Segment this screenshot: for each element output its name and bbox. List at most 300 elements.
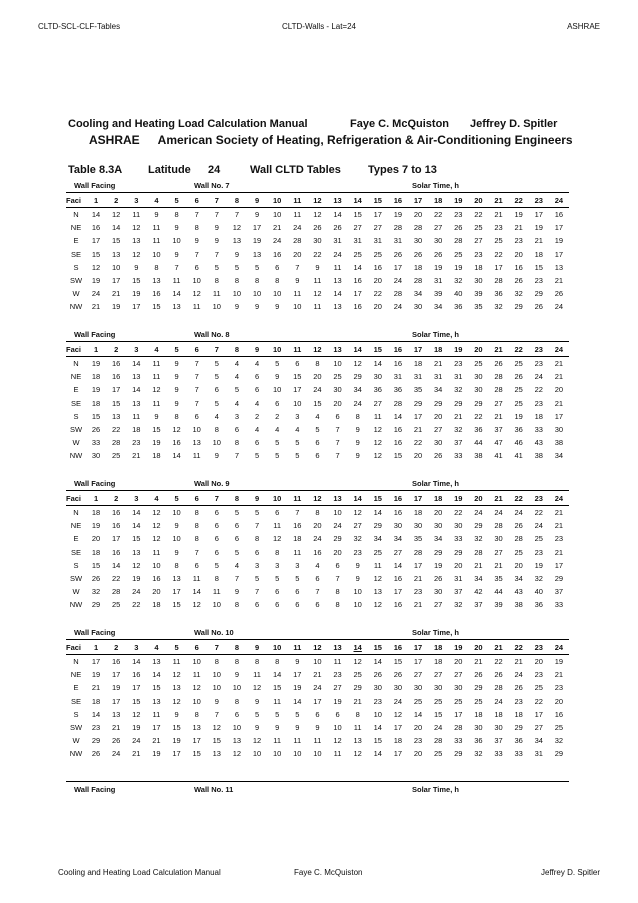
cltd-value: 16 (393, 438, 403, 448)
cltd-value: 28 (413, 223, 423, 233)
facing-direction: E (73, 534, 79, 544)
hour-header: 24 (554, 344, 564, 354)
facing-column-header: Faci (66, 493, 82, 503)
cltd-value: 33 (91, 438, 101, 448)
cltd-value: 28 (293, 236, 302, 246)
cltd-value: 7 (335, 451, 340, 461)
cltd-value: 19 (152, 749, 161, 759)
cltd-value: 30 (413, 236, 423, 246)
hour-header: 9 (254, 344, 260, 354)
cltd-value: 10 (212, 600, 221, 610)
cltd-value: 19 (112, 683, 121, 693)
cltd-value: 30 (413, 302, 423, 312)
cltd-value: 11 (333, 657, 342, 667)
cltd-value: 17 (313, 696, 322, 706)
hour-header: 18 (434, 344, 443, 354)
cltd-value: 9 (194, 236, 199, 246)
cltd-value: 17 (494, 262, 503, 272)
cltd-value: 26 (434, 574, 443, 584)
cltd-value: 10 (353, 600, 362, 610)
cltd-value: 11 (273, 521, 282, 531)
cltd-value: 9 (174, 398, 179, 408)
table-row (66, 721, 569, 734)
table-row (66, 708, 569, 721)
cltd-value: 34 (373, 534, 382, 544)
cltd-value: 29 (554, 574, 564, 584)
cltd-value: 5 (254, 451, 260, 461)
cltd-value: 12 (212, 723, 221, 733)
cltd-value: 25 (474, 359, 483, 369)
hour-header: 3 (134, 344, 139, 354)
hour-header: 24 (554, 642, 564, 652)
cltd-value: 7 (295, 262, 300, 272)
cltd-value: 30 (393, 521, 403, 531)
hour-header-row (66, 490, 569, 506)
cltd-value: 6 (214, 521, 219, 531)
cltd-value: 13 (112, 249, 121, 259)
cltd-value: 9 (174, 521, 179, 531)
cltd-value: 12 (252, 736, 262, 746)
hour-header: 14 (353, 344, 362, 354)
cltd-value: 18 (413, 359, 423, 369)
cltd-value: 10 (172, 534, 181, 544)
cltd-value: 21 (413, 574, 423, 584)
cltd-value: 19 (91, 670, 101, 680)
cltd-value: 24 (313, 534, 322, 544)
cltd-value: 9 (295, 276, 300, 286)
table-row (66, 519, 569, 532)
cltd-value: 18 (474, 262, 483, 272)
cltd-value: 17 (413, 657, 423, 667)
hour-header: 15 (373, 493, 382, 503)
cltd-value: 13 (252, 249, 262, 259)
cltd-value: 7 (194, 372, 199, 382)
hour-header: 16 (393, 493, 403, 503)
cltd-value: 6 (234, 709, 240, 719)
cltd-value: 8 (194, 223, 199, 233)
cltd-value: 31 (454, 372, 463, 382)
cltd-value: 38 (514, 600, 523, 610)
cltd-value: 29 (474, 398, 483, 408)
cltd-value: 20 (152, 587, 161, 597)
cltd-value: 12 (152, 534, 161, 544)
cltd-value: 6 (335, 411, 340, 421)
cltd-value: 10 (192, 425, 201, 435)
cltd-value: 34 (474, 574, 483, 584)
facing-direction: N (73, 359, 79, 369)
cltd-value: 10 (273, 289, 282, 299)
cltd-value: 16 (112, 521, 121, 531)
cltd-value: 15 (313, 398, 322, 408)
hour-header: 16 (393, 642, 403, 652)
cltd-value: 13 (112, 411, 121, 421)
cltd-value: 11 (132, 411, 141, 421)
cltd-value: 6 (214, 508, 219, 518)
cltd-value: 19 (91, 359, 101, 369)
cltd-value: 9 (315, 723, 320, 733)
cltd-value: 16 (393, 574, 403, 584)
cltd-value: 37 (454, 438, 463, 448)
hour-header: 6 (194, 344, 199, 354)
cltd-value: 12 (373, 574, 382, 584)
cltd-value: 6 (254, 547, 260, 557)
cltd-value: 20 (514, 249, 523, 259)
cltd-value: 31 (353, 236, 362, 246)
cltd-value: 36 (393, 385, 403, 395)
cltd-value: 26 (534, 302, 543, 312)
cltd-value: 18 (132, 425, 141, 435)
cltd-value: 22 (534, 385, 543, 395)
cltd-value: 21 (514, 223, 523, 233)
hour-header: 24 (554, 195, 564, 205)
table-row (66, 655, 569, 668)
cltd-value: 9 (174, 709, 179, 719)
cltd-value: 11 (152, 359, 161, 369)
cltd-value: 16 (112, 657, 121, 667)
cltd-value: 30 (434, 683, 443, 693)
cltd-value: 25 (514, 398, 523, 408)
cltd-value: 12 (172, 696, 181, 706)
cltd-value: 12 (152, 508, 161, 518)
hour-header: 15 (373, 195, 382, 205)
table-row (66, 248, 569, 261)
hour-header: 18 (434, 195, 443, 205)
cltd-value: 24 (313, 683, 322, 693)
cltd-value: 6 (315, 574, 320, 584)
cltd-value: 23 (534, 359, 543, 369)
cltd-value: 10 (192, 696, 201, 706)
hour-header: 24 (554, 493, 564, 503)
cltd-value: 39 (494, 600, 503, 610)
cltd-value: 29 (474, 521, 483, 531)
cltd-value: 21 (494, 210, 503, 220)
cltd-value: 19 (132, 574, 141, 584)
cltd-value: 32 (514, 289, 523, 299)
cltd-value: 24 (494, 508, 503, 518)
cltd-value: 13 (232, 736, 242, 746)
cltd-value: 6 (234, 534, 240, 544)
cltd-value: 5 (214, 398, 219, 408)
footer-center: Faye C. McQuiston (294, 868, 363, 877)
cltd-value: 16 (393, 508, 403, 518)
cltd-value: 23 (554, 534, 564, 544)
cltd-value: 36 (514, 736, 523, 746)
cltd-value: 26 (393, 670, 403, 680)
hour-header: 7 (214, 493, 219, 503)
cltd-value: 33 (554, 600, 564, 610)
cltd-value: 13 (172, 683, 181, 693)
cltd-value: 13 (152, 276, 161, 286)
cltd-value: 13 (232, 236, 242, 246)
cltd-value: 39 (474, 289, 483, 299)
hour-header: 2 (114, 642, 119, 652)
cltd-value: 26 (514, 276, 523, 286)
cltd-value: 17 (393, 262, 403, 272)
cltd-value: 10 (333, 508, 342, 518)
cltd-value: 8 (234, 438, 240, 448)
wall-facing-label: Wall Facing (74, 330, 116, 339)
hour-header: 11 (293, 493, 302, 503)
cltd-value: 47 (494, 438, 503, 448)
cltd-value: 11 (152, 398, 161, 408)
cltd-value: 26 (474, 670, 483, 680)
cltd-value: 15 (353, 210, 362, 220)
cltd-value: 9 (355, 574, 360, 584)
hour-header: 23 (534, 642, 543, 652)
cltd-value: 33 (454, 534, 463, 544)
cltd-value: 25 (434, 696, 443, 706)
cltd-value: 24 (514, 670, 523, 680)
cltd-value: 30 (434, 236, 443, 246)
wall-facing-label: Wall Facing (74, 785, 116, 794)
table-row (66, 234, 569, 247)
cltd-value: 28 (454, 723, 463, 733)
cltd-value: 19 (252, 236, 262, 246)
cltd-value: 12 (132, 223, 141, 233)
cltd-value: 32 (353, 534, 362, 544)
cltd-value: 22 (494, 657, 503, 667)
cltd-value: 9 (275, 372, 280, 382)
cltd-value: 13 (353, 736, 362, 746)
cltd-value: 36 (494, 289, 503, 299)
wall-facing-label: Wall Facing (74, 628, 116, 637)
page-footer (58, 868, 600, 880)
cltd-value: 25 (454, 696, 463, 706)
cltd-value: 7 (214, 210, 219, 220)
cltd-value: 30 (494, 534, 503, 544)
hour-header: 6 (194, 195, 199, 205)
cltd-value: 32 (454, 600, 463, 610)
table-row (66, 598, 569, 611)
cltd-value: 18 (91, 508, 101, 518)
cltd-value: 12 (353, 657, 362, 667)
wall-facing-label: Wall Facing (74, 479, 116, 488)
cltd-value: 6 (275, 262, 280, 272)
cltd-value: 8 (254, 276, 260, 286)
cltd-value: 15 (132, 534, 141, 544)
cltd-value: 13 (132, 398, 141, 408)
cltd-value: 5 (295, 574, 300, 584)
cltd-value: 10 (293, 398, 302, 408)
cltd-value: 4 (315, 411, 320, 421)
cltd-value: 20 (554, 385, 564, 395)
cltd-value: 10 (152, 249, 161, 259)
cltd-value: 26 (514, 372, 523, 382)
cltd-value: 25 (554, 723, 564, 733)
cltd-value: 14 (152, 670, 161, 680)
cltd-value: 12 (373, 600, 382, 610)
cltd-value: 6 (214, 547, 219, 557)
cltd-value: 12 (373, 425, 382, 435)
cltd-value: 15 (172, 600, 181, 610)
table-row (66, 532, 569, 545)
cltd-value: 7 (194, 249, 199, 259)
cltd-value: 17 (554, 249, 564, 259)
hour-header: 1 (93, 642, 99, 652)
cltd-value: 20 (413, 723, 423, 733)
facing-direction: SE (70, 249, 81, 259)
cltd-value: 31 (454, 574, 463, 584)
cltd-value: 41 (514, 451, 523, 461)
cltd-value: 22 (112, 574, 121, 584)
solar-time-label: Solar Time, h (412, 785, 459, 794)
cltd-value: 5 (234, 547, 240, 557)
cltd-value: 16 (393, 359, 403, 369)
cltd-value: 10 (273, 749, 282, 759)
cltd-value: 34 (434, 302, 443, 312)
hour-header: 17 (413, 642, 423, 652)
cltd-value: 7 (254, 587, 260, 597)
wall-table (66, 627, 569, 767)
cltd-value: 18 (434, 657, 443, 667)
cltd-value: 28 (454, 236, 463, 246)
cltd-value: 26 (454, 223, 463, 233)
cltd-value: 23 (132, 438, 141, 448)
cltd-value: 34 (514, 574, 523, 584)
cltd-value: 11 (132, 210, 141, 220)
cltd-value: 18 (91, 372, 101, 382)
facing-direction: N (73, 657, 79, 667)
cltd-value: 11 (212, 587, 221, 597)
cltd-value: 8 (194, 508, 199, 518)
cltd-value: 18 (152, 600, 161, 610)
cltd-value: 27 (494, 398, 503, 408)
cltd-value: 9 (254, 302, 260, 312)
cltd-value: 34 (393, 534, 403, 544)
cltd-value: 15 (534, 262, 543, 272)
cltd-value: 13 (132, 547, 141, 557)
wall-number: Wall No. 9 (194, 479, 230, 488)
cltd-value: 9 (214, 223, 219, 233)
cltd-value: 17 (554, 223, 564, 233)
cltd-value: 30 (434, 587, 443, 597)
solar-time-label: Solar Time, h (412, 628, 459, 637)
cltd-value: 18 (91, 696, 101, 706)
table-row (66, 370, 569, 383)
cltd-value: 14 (393, 560, 403, 570)
wall-number: Wall No. 8 (194, 330, 230, 339)
cltd-value: 35 (494, 574, 503, 584)
cltd-value: 14 (293, 696, 302, 706)
cltd-value: 10 (353, 587, 362, 597)
table-row (66, 397, 569, 410)
facing-direction: W (72, 587, 80, 597)
cltd-value: 30 (434, 521, 443, 531)
cltd-value: 10 (232, 723, 242, 733)
cltd-value: 7 (194, 210, 199, 220)
tables-label: Wall CLTD Tables (250, 164, 341, 176)
cltd-value: 14 (373, 749, 382, 759)
cltd-value: 28 (413, 276, 423, 286)
cltd-value: 17 (252, 223, 262, 233)
cltd-value: 25 (534, 683, 543, 693)
cltd-value: 13 (192, 723, 201, 733)
cltd-value: 5 (234, 508, 240, 518)
cltd-value: 29 (91, 736, 101, 746)
cltd-value: 25 (514, 385, 523, 395)
cltd-value: 17 (454, 709, 463, 719)
cltd-value: 24 (313, 385, 322, 395)
hour-header: 9 (254, 642, 260, 652)
cltd-value: 23 (514, 236, 523, 246)
cltd-value: 10 (172, 508, 181, 518)
cltd-value: 12 (333, 736, 342, 746)
hour-header: 13 (333, 195, 342, 205)
cltd-value: 5 (275, 709, 280, 719)
cltd-value: 17 (112, 276, 121, 286)
cltd-value: 25 (434, 749, 443, 759)
cltd-value: 17 (112, 534, 121, 544)
hour-header: 19 (454, 344, 463, 354)
cltd-value: 25 (474, 696, 483, 706)
cltd-value: 25 (373, 547, 382, 557)
cltd-value: 23 (413, 736, 423, 746)
cltd-value: 33 (534, 425, 543, 435)
cltd-value: 11 (333, 262, 342, 272)
cltd-value: 5 (254, 262, 260, 272)
cltd-value: 26 (434, 451, 443, 461)
hour-header: 6 (194, 493, 199, 503)
cltd-value: 26 (434, 249, 443, 259)
cltd-value: 29 (554, 749, 564, 759)
cltd-value: 6 (315, 600, 320, 610)
cltd-value: 22 (534, 508, 543, 518)
cltd-value: 6 (254, 600, 260, 610)
wall-number: Wall No. 10 (194, 628, 234, 637)
cltd-value: 10 (212, 302, 221, 312)
facing-direction: W (72, 289, 80, 299)
cltd-value: 9 (174, 223, 179, 233)
cltd-value: 25 (353, 249, 362, 259)
cltd-value: 5 (275, 451, 280, 461)
cltd-value: 15 (273, 683, 282, 693)
cltd-value: 27 (373, 398, 382, 408)
cltd-value: 21 (554, 359, 564, 369)
cltd-value: 11 (293, 289, 302, 299)
cltd-value: 6 (275, 587, 280, 597)
cltd-value: 10 (293, 749, 302, 759)
hour-header: 17 (413, 344, 423, 354)
cltd-value: 24 (393, 302, 403, 312)
cltd-value: 5 (214, 372, 219, 382)
cltd-value: 17 (554, 411, 564, 421)
cltd-value: 12 (172, 670, 181, 680)
cltd-value: 7 (194, 359, 199, 369)
hour-header: 17 (413, 493, 423, 503)
cltd-value: 8 (234, 600, 240, 610)
cltd-value: 19 (132, 723, 141, 733)
cltd-value: 27 (534, 723, 543, 733)
cltd-value: 20 (454, 560, 463, 570)
hour-header: 5 (174, 344, 179, 354)
cltd-value: 34 (554, 451, 564, 461)
cltd-value: 23 (91, 723, 101, 733)
cltd-value: 35 (413, 385, 423, 395)
hour-header: 19 (454, 493, 463, 503)
footer-left: Cooling and Heating Load Calculation Manual (58, 868, 221, 877)
table-row (66, 695, 569, 708)
cltd-value: 16 (313, 547, 322, 557)
cltd-value: 25 (514, 547, 523, 557)
cltd-value: 9 (254, 696, 260, 706)
cltd-value: 6 (194, 560, 199, 570)
table-row (66, 506, 569, 519)
hour-header: 11 (293, 344, 302, 354)
cltd-value: 11 (313, 736, 322, 746)
cltd-value: 13 (152, 696, 161, 706)
cltd-value: 43 (534, 438, 543, 448)
cltd-value: 15 (132, 696, 141, 706)
